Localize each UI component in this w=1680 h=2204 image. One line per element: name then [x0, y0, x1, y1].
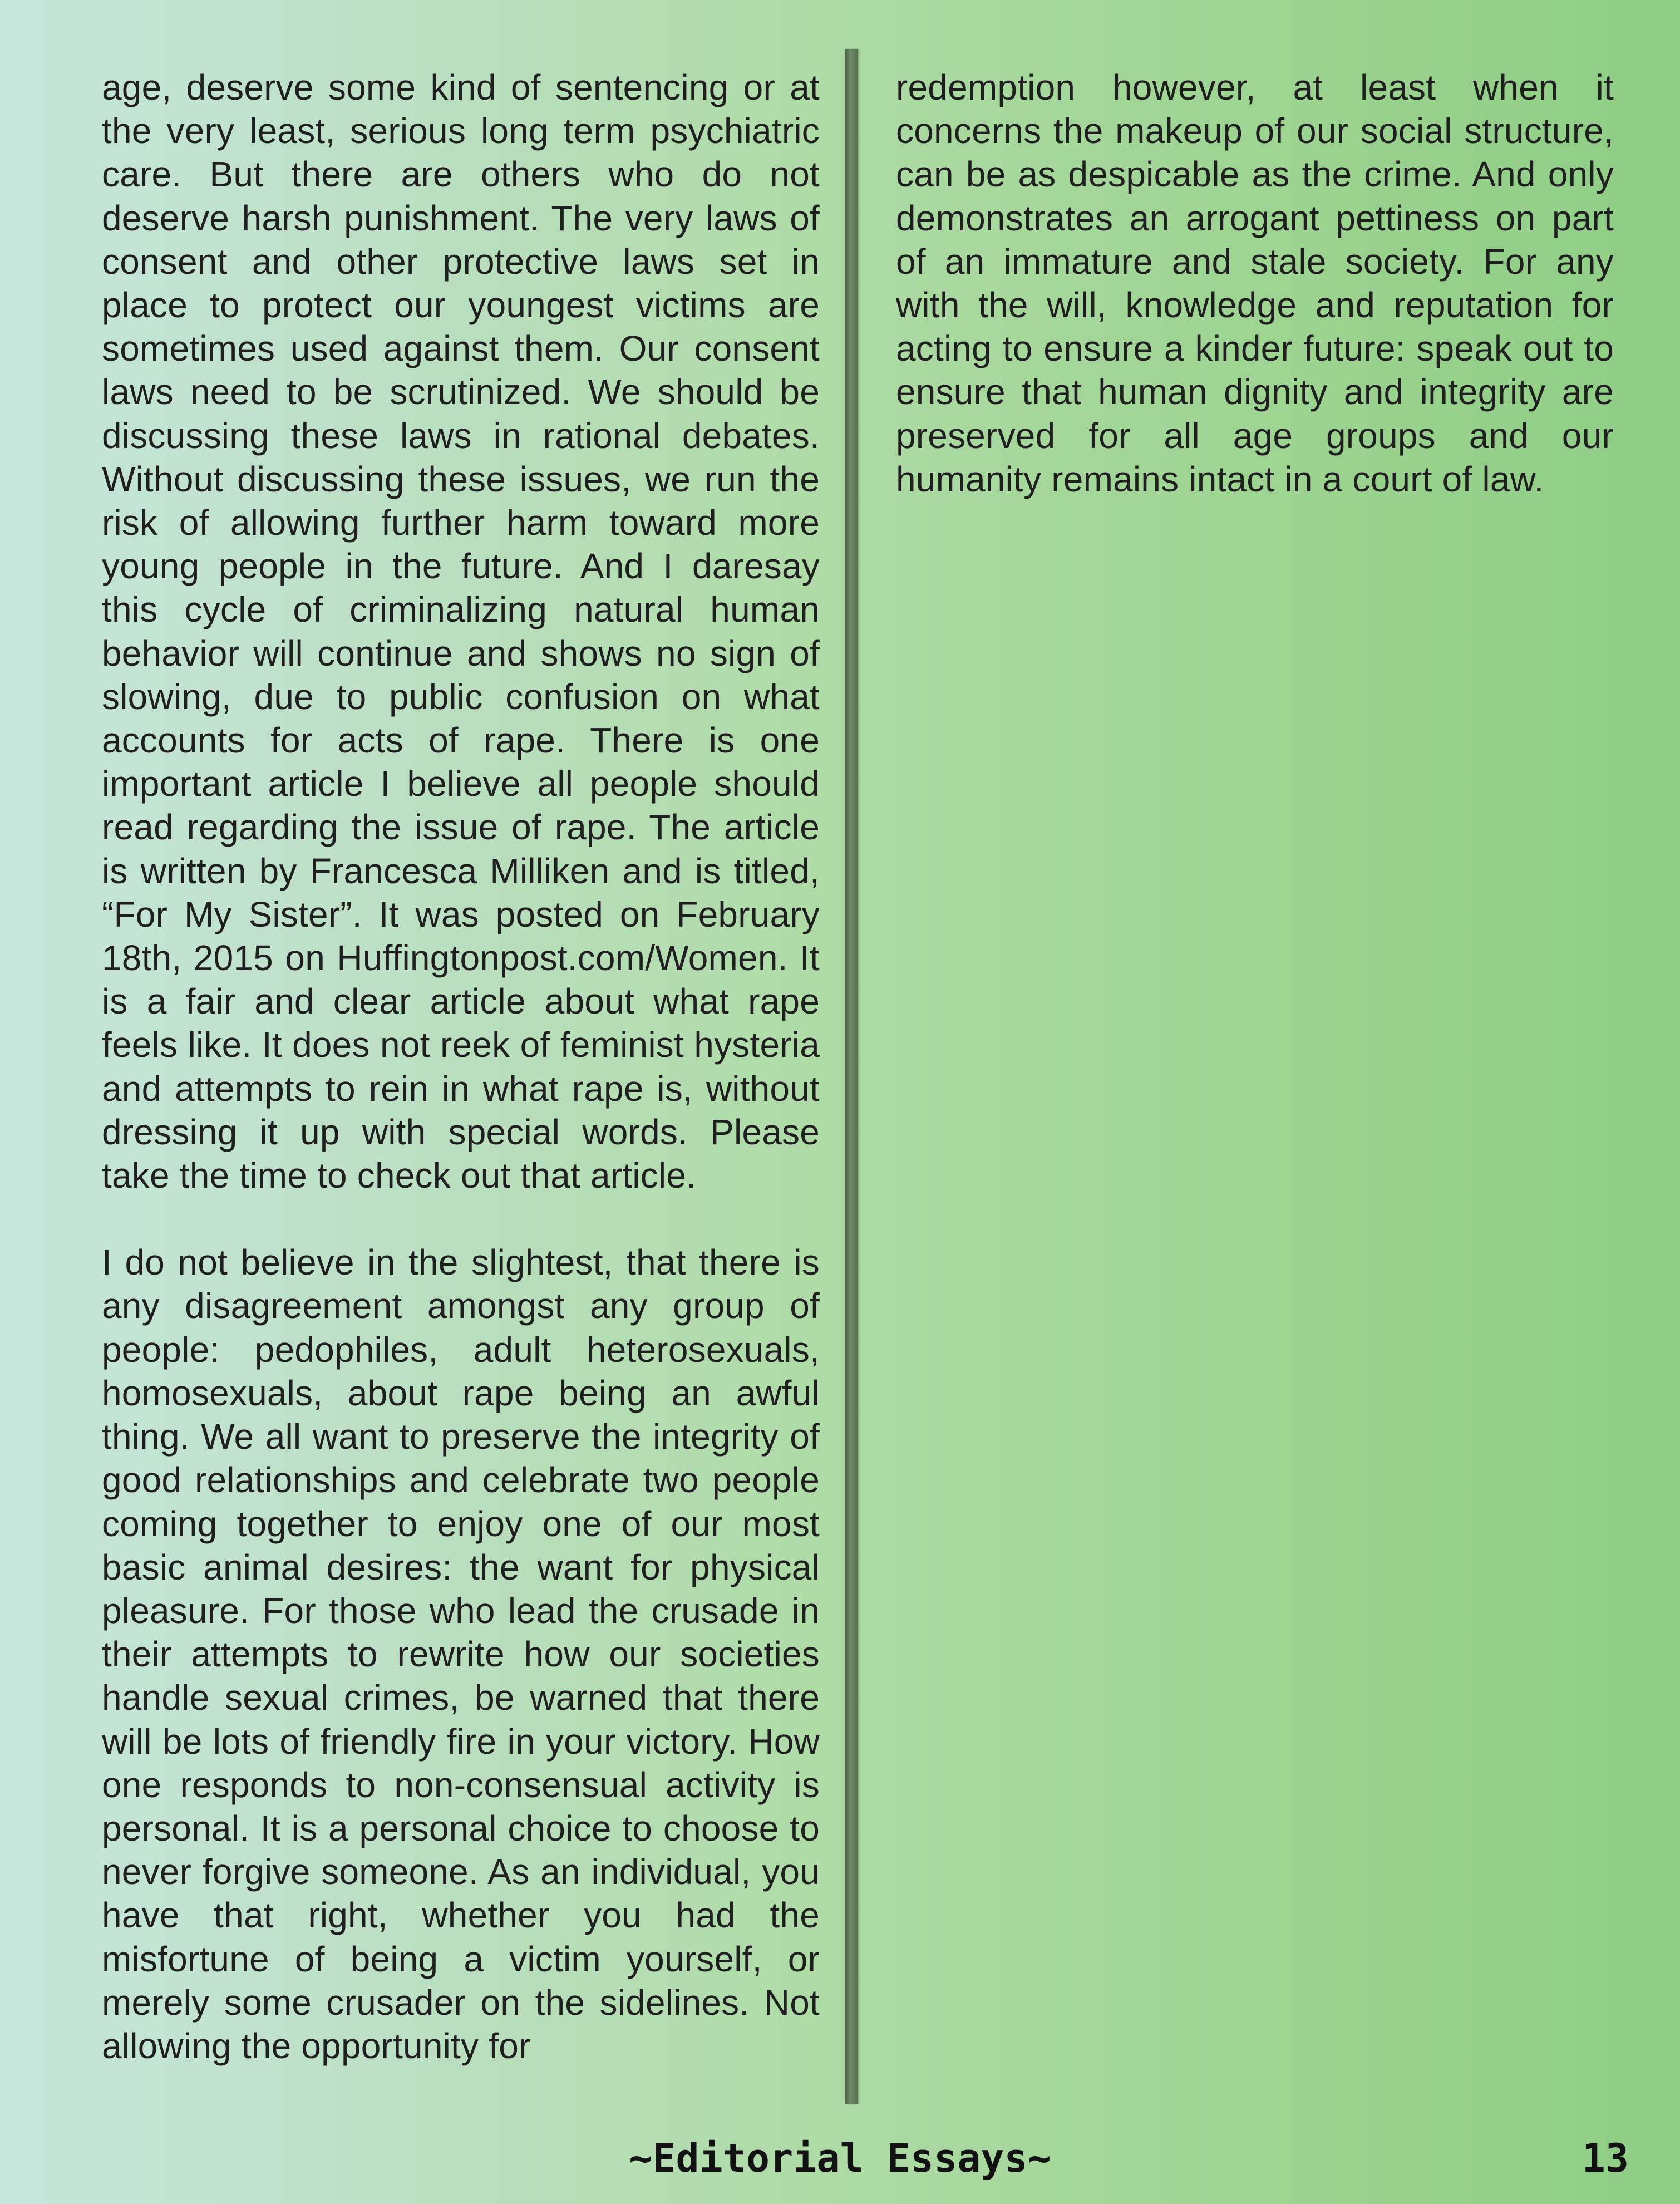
body-paragraph: age, deserve some kind of sentencing or at the very least, serious long term psychiatric care. But there are others who do not deserve harsh punishment. The very laws of consent and other protective laws set in place to protect our youngest victims are sometimes used against them. Our consent laws need to be scrutinized. We should be discussing these laws in rational debates. Without discussing these issues, we run the risk of allowing further harm toward more young people in the future. And I daresay this cycle of criminalizing natural human behavior will continue and shows no sign of slowing, due to public confusion on what accounts for acts of rape. There is one important article I believe all people should read regarding the issue of rape. The article is written by Francesca Milliken and is titled, “For My Sister”. It was posted on February 18th, 2015 on Huffingtonpost.com/Women. It is a fair and clear article about what rape feels like. It does not reek of feminist hysteria and attempts to rein in what rape is, without dressing it up with special words. Please take the time to check out that article.	[102, 67, 820, 1196]
footer-section-title: ~Editorial Essays~	[629, 2136, 1051, 2181]
page-number: 13	[1582, 2136, 1629, 2181]
right-text-column	[896, 66, 1614, 501]
column-divider	[845, 49, 858, 2104]
body-paragraph: redemption however, at least when it concerns the makeup of our social structure, can be as despicable as the crime. And only demonstrates an arrogant pettiness on part of an immature and stale society. For any with the will, knowledge and reputation for acting to ensure a kinder future: speak out to ensure that human dignity and integrity are preserved for all age groups and our humanity remains intact in a court of law.	[896, 67, 1614, 499]
left-text-column	[102, 66, 820, 2068]
body-paragraph: I do not believe in the slightest, that there is any disagreement amongst any group of people: pedophiles, adult heterosexuals, homosexuals, about rape being an awful thing. We all want to preserve the integrity of good relationships and celebrate two people coming together to enjoy one of our most basic animal desires: the want for physical pleasure. For those who lead the crusade in their attempts to rewrite how our societies handle sexual crimes, be warned that there will be lots of friendly fire in your victory. How one responds to non-consensual activity is personal. It is a personal choice to choose to never forgive someone. As an individual, you have that right, whether you had the misfortune of being a victim yourself, or merely some crusader on the sidelines. Not allowing the opportunity for	[102, 1242, 820, 2066]
